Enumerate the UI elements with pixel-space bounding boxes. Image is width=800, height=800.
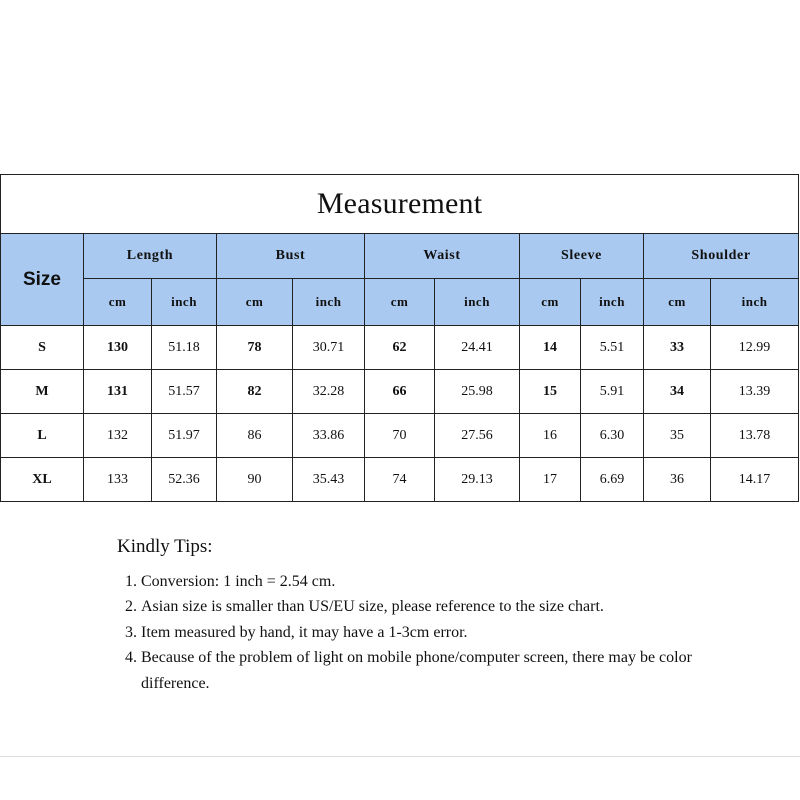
- size-label: M: [1, 370, 84, 414]
- table-row: [1, 370, 799, 414]
- cell-bust-cm: 82: [217, 370, 293, 414]
- size-label: L: [1, 414, 84, 458]
- cell-waist-inch: 27.56: [435, 414, 520, 458]
- cell-shoulder-inch: 14.17: [711, 458, 799, 502]
- tip-item: 1. Conversion: 1 inch = 2.54 cm.: [141, 569, 717, 595]
- cell-length-cm: 130: [84, 326, 152, 370]
- cell-length-inch: 51.57: [152, 370, 217, 414]
- cell-length-cm: 132: [84, 414, 152, 458]
- cell-shoulder-cm: 36: [644, 458, 711, 502]
- cell-sleeve-cm: 15: [520, 370, 581, 414]
- tips-title: Kindly Tips:: [117, 536, 213, 557]
- size-chart: [0, 174, 798, 502]
- bottom-divider: [0, 756, 800, 757]
- cell-bust-inch: 35.43: [293, 458, 365, 502]
- cell-shoulder-cm: 33: [644, 326, 711, 370]
- tips-list: [117, 569, 717, 697]
- group-header-waist: Waist: [365, 234, 520, 279]
- cell-waist-inch: 29.13: [435, 458, 520, 502]
- unit-header-cm: cm: [644, 279, 711, 326]
- size-label: XL: [1, 458, 84, 502]
- tip-item: 3. Item measured by hand, it may have a 1-3cm error.: [141, 620, 717, 646]
- table-row: [1, 414, 799, 458]
- cell-waist-inch: 25.98: [435, 370, 520, 414]
- cell-bust-inch: 33.86: [293, 414, 365, 458]
- group-header-length: Length: [84, 234, 217, 279]
- cell-shoulder-inch: 13.39: [711, 370, 799, 414]
- cell-sleeve-cm: 16: [520, 414, 581, 458]
- cell-sleeve-inch: 6.30: [581, 414, 644, 458]
- group-header-bust: Bust: [217, 234, 365, 279]
- cell-sleeve-inch: 5.91: [581, 370, 644, 414]
- cell-length-cm: 133: [84, 458, 152, 502]
- unit-header-inch: inch: [711, 279, 799, 326]
- cell-waist-cm: 70: [365, 414, 435, 458]
- size-header: Size: [1, 234, 84, 326]
- kindly-tips: [117, 534, 717, 696]
- cell-length-inch: 52.36: [152, 458, 217, 502]
- cell-sleeve-cm: 14: [520, 326, 581, 370]
- group-header-shoulder: Shoulder: [644, 234, 799, 279]
- cell-shoulder-inch: 12.99: [711, 326, 799, 370]
- unit-header-cm: cm: [84, 279, 152, 326]
- cell-bust-inch: 30.71: [293, 326, 365, 370]
- cell-length-cm: 131: [84, 370, 152, 414]
- cell-bust-cm: 90: [217, 458, 293, 502]
- cell-bust-inch: 32.28: [293, 370, 365, 414]
- measurement-table: [0, 174, 799, 502]
- unit-header-cm: cm: [365, 279, 435, 326]
- cell-waist-cm: 62: [365, 326, 435, 370]
- cell-bust-cm: 78: [217, 326, 293, 370]
- tip-item: 4. Because of the problem of light on mobile phone/computer screen, there may be color difference.: [141, 645, 717, 696]
- cell-shoulder-inch: 13.78: [711, 414, 799, 458]
- group-header-sleeve: Sleeve: [520, 234, 644, 279]
- cell-length-inch: 51.97: [152, 414, 217, 458]
- cell-shoulder-cm: 34: [644, 370, 711, 414]
- unit-header-cm: cm: [217, 279, 293, 326]
- cell-sleeve-inch: 6.69: [581, 458, 644, 502]
- cell-waist-cm: 66: [365, 370, 435, 414]
- cell-length-inch: 51.18: [152, 326, 217, 370]
- tip-item: 2. Asian size is smaller than US/EU size, please reference to the size chart.: [141, 594, 717, 620]
- table-row: [1, 458, 799, 502]
- cell-waist-inch: 24.41: [435, 326, 520, 370]
- cell-shoulder-cm: 35: [644, 414, 711, 458]
- unit-header-inch: inch: [581, 279, 644, 326]
- table-title: Measurement: [1, 175, 799, 234]
- cell-sleeve-cm: 17: [520, 458, 581, 502]
- size-label: S: [1, 326, 84, 370]
- cell-sleeve-inch: 5.51: [581, 326, 644, 370]
- cell-waist-cm: 74: [365, 458, 435, 502]
- unit-header-inch: inch: [435, 279, 520, 326]
- table-row: [1, 326, 799, 370]
- unit-header-cm: cm: [520, 279, 581, 326]
- unit-header-inch: inch: [293, 279, 365, 326]
- unit-header-inch: inch: [152, 279, 217, 326]
- cell-bust-cm: 86: [217, 414, 293, 458]
